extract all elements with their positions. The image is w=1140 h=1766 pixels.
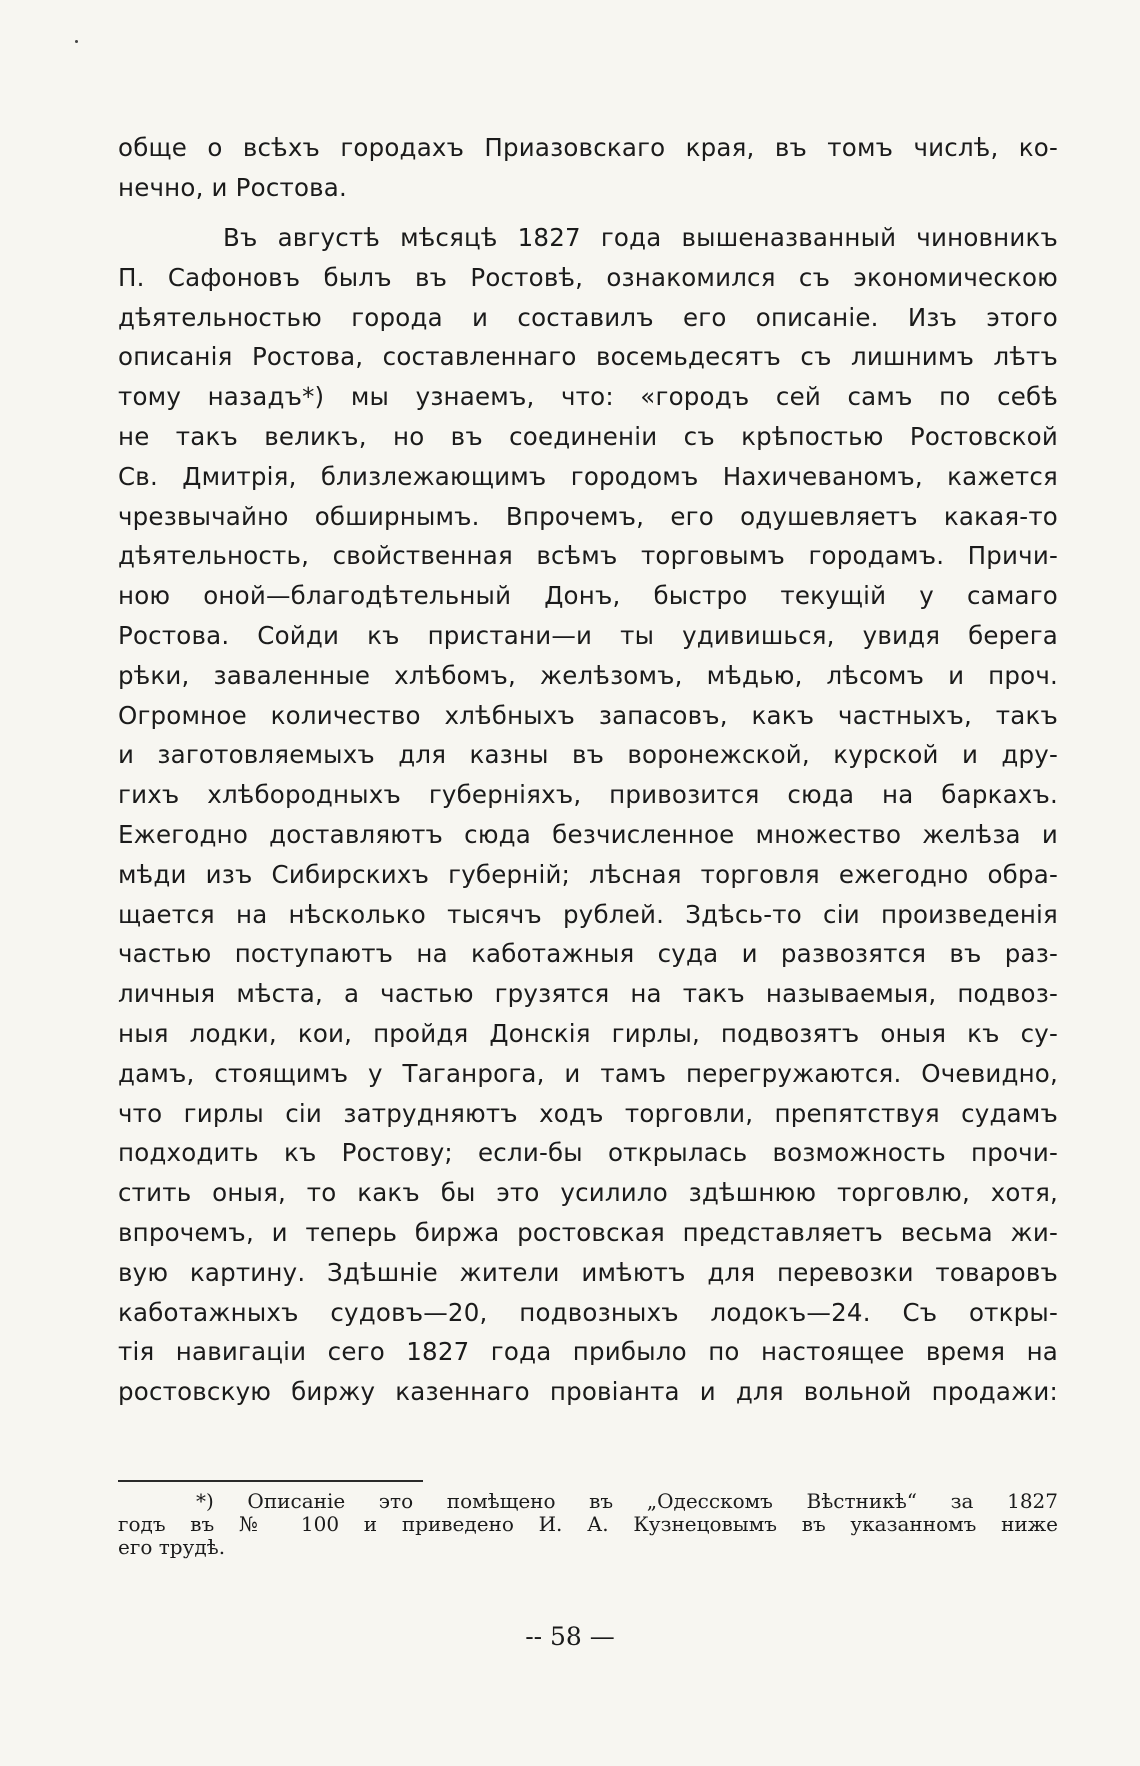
page-number: -- 58 —: [525, 1622, 615, 1651]
text-line: стить оныя, то какъ бы это усилило здѣшнюю торговлю, хотя,: [118, 1178, 1058, 1208]
text-line: обще о всѣхъ городахъ Приазовскаго края, въ томъ числѣ, ко-: [118, 133, 1058, 162]
text-line: Ежегодно доставляютъ сюда безчисленное множество желѣза и: [118, 819, 1058, 849]
text-line: дѣятельностью города и составилъ его описаніе. Изъ этого: [118, 302, 1058, 332]
text-line: ростовскую биржу казеннаго провіанта и для вольной продажи:: [118, 1377, 1058, 1407]
text-line: ною оной—благодѣтельный Донъ, быстро текущій у самаго: [118, 581, 1058, 611]
text-line: впрочемъ, и теперь биржа ростовская представляетъ весьма жи-: [118, 1217, 1058, 1247]
text-line: дѣятельность, свойственная всѣмъ торговымъ городамъ. Причи-: [118, 541, 1058, 571]
text-line: частью поступаютъ на каботажныя суда и развозятся въ раз-: [118, 939, 1058, 969]
text-line: нечно, и Ростова.: [118, 172, 347, 202]
text-line: гихъ хлѣбородныхъ губерніяхъ, привозится сюда на баркахъ.: [118, 780, 1058, 810]
text-line: щается на нѣсколько тысячъ рублей. Здѣсь-то сіи произведенія: [118, 899, 1058, 929]
text-line: Св. Дмитрія, близлежающимъ городомъ Нахичеваномъ, кажется: [118, 461, 1058, 491]
text-line: ныя лодки, кои, пройдя Донскія гирлы, подвозятъ оныя къ су-: [118, 1018, 1058, 1048]
text-line: вую картину. Здѣшніе жители имѣютъ для перевозки товаровъ: [118, 1257, 1058, 1287]
text-line: тія навигаціи сего 1827 года прибыло по настоящее время на: [118, 1337, 1058, 1367]
footnote-line: его трудѣ.: [118, 1535, 226, 1559]
text-line: тому назадъ*) мы узнаемъ, что: «городъ сей самъ по себѣ: [118, 382, 1058, 412]
footnote-line: *) Описаніе это помѣщено въ „Одесскомъ Вѣстникѣ“ за 1827: [196, 1489, 1058, 1513]
text-line: рѣки, заваленные хлѣбомъ, желѣзомъ, мѣдью, лѣсомъ и проч.: [118, 660, 1058, 690]
footnote-line: годъ въ № 100 и приведено И. А. Кузнецовымъ въ указанномъ ниже: [118, 1512, 1058, 1536]
footnote: [118, 1490, 1058, 1559]
text-line: мѣди изъ Сибирскихъ губерній; лѣсная торговля ежегодно обра-: [118, 859, 1058, 889]
text-line: каботажныхъ судовъ—20, подвозныхъ лодокъ—24. Съ откры-: [118, 1297, 1058, 1327]
text-line: Огромное количество хлѣбныхъ запасовъ, какъ частныхъ, такъ: [118, 700, 1058, 730]
text-line: описанія Ростова, составленнаго восемьдесятъ съ лишнимъ лѣтъ: [118, 342, 1058, 372]
text-line: дамъ, стоящимъ у Таганрога, и тамъ перегружаются. Очевидно,: [118, 1058, 1058, 1088]
paper-speck: [75, 40, 78, 43]
text-line: не такъ великъ, но въ соединеніи съ крѣпостью Ростовской: [118, 421, 1058, 451]
main-paragraph: [118, 218, 1058, 1412]
text-line: П. Сафоновъ былъ въ Ростовѣ, ознакомился съ экономическою: [118, 262, 1058, 292]
text-line: Ростова. Сойди къ пристани—и ты удивишься, увидя берега: [118, 620, 1058, 650]
footnote-divider: [118, 1480, 423, 1482]
text-line: Въ августѣ мѣсяцѣ 1827 года вышеназванный чиновникъ: [223, 223, 1058, 252]
intro-text: [118, 128, 1058, 208]
text-line: чрезвычайно обширнымъ. Впрочемъ, его одушевляетъ какая-то: [118, 501, 1058, 531]
text-line: личныя мѣста, а частью грузятся на такъ называемыя, подвоз-: [118, 979, 1058, 1009]
text-line: и заготовляемыхъ для казны въ воронежской, курской и дру-: [118, 740, 1058, 770]
text-line: подходить къ Ростову; если-бы открылась возможность прочи-: [118, 1138, 1058, 1168]
text-line: что гирлы сіи затрудняютъ ходъ торговли, препятствуя судамъ: [118, 1098, 1058, 1128]
